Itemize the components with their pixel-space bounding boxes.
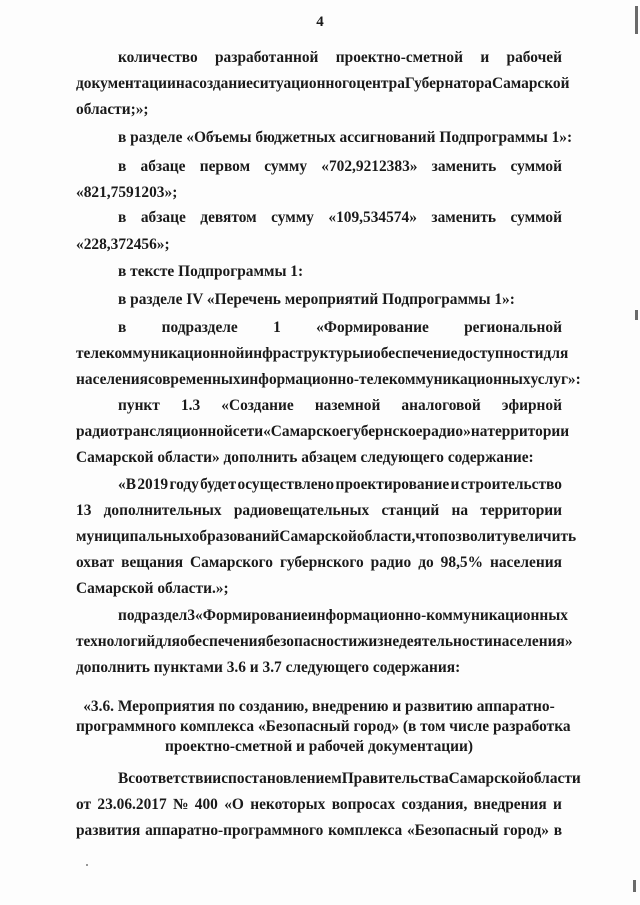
text-word: территории xyxy=(487,423,570,440)
text-word: губернского xyxy=(279,554,364,571)
text-line xyxy=(76,501,562,521)
text-word: первом xyxy=(199,158,251,175)
text-word: технологий xyxy=(76,633,156,650)
text-word: 23.06.2017 xyxy=(97,796,167,813)
text-word: обеспечения xyxy=(179,633,266,650)
text-word: позволит xyxy=(439,528,503,545)
text-line xyxy=(76,527,577,547)
text-word: абзаце xyxy=(140,158,186,175)
text-word: пункт xyxy=(118,397,160,414)
text-content: области;»; xyxy=(76,101,149,118)
text-word: заменить xyxy=(431,158,497,175)
text-word: 3 xyxy=(187,607,196,624)
text-word: дополнительных xyxy=(103,502,222,519)
text-line xyxy=(76,737,562,757)
text-line xyxy=(76,128,573,148)
text-line xyxy=(76,475,562,495)
text-word: до xyxy=(418,554,434,571)
text-word: услуг»: xyxy=(530,371,581,388)
text-word: и xyxy=(553,796,562,813)
text-word: с xyxy=(221,770,229,787)
text-line xyxy=(76,821,562,841)
text-word: населения» xyxy=(492,633,573,650)
text-word: доступности xyxy=(457,345,544,362)
text-word: и xyxy=(480,49,490,66)
text-word: центра xyxy=(356,75,405,92)
text-line xyxy=(76,448,562,468)
text-word: современных xyxy=(147,371,241,388)
text-word: «702,9212383» xyxy=(321,158,418,175)
scan-dot xyxy=(86,864,88,866)
text-content: «3.6. Мероприятия по созданию, внедрению и развитию аппаратно- xyxy=(83,698,555,715)
text-word: и xyxy=(450,476,460,493)
text-content: Самарской области.»; xyxy=(76,580,229,597)
text-word: населения xyxy=(76,371,148,388)
text-line xyxy=(76,183,562,203)
text-word: на xyxy=(451,502,469,519)
text-word: радиовещательных xyxy=(233,502,370,519)
text-content: дополнить пунктами 3.6 и 3.7 следующего содержания: xyxy=(76,659,461,676)
text-word: на xyxy=(175,75,193,92)
text-line xyxy=(76,422,570,442)
text-content: в тексте Подпрограммы 1: xyxy=(118,263,304,280)
text-word: безопасности xyxy=(265,633,358,650)
text-line xyxy=(76,606,568,626)
text-content: программного комплекса «Безопасный город» (в том числе разработка xyxy=(76,718,571,735)
text-word: «О xyxy=(224,796,244,813)
text-line xyxy=(76,658,562,678)
text-word: количество xyxy=(118,49,198,66)
text-line xyxy=(76,157,562,177)
text-word: аналоговой xyxy=(401,397,481,414)
text-word: «Формирование xyxy=(195,607,308,624)
text-word: населения xyxy=(489,554,562,571)
text-word: «В xyxy=(118,476,136,493)
text-word: 98,5% xyxy=(440,554,483,571)
text-content: в разделе IV «Перечень мероприятий Подпрограммы 1»: xyxy=(118,291,515,308)
text-word: строительство xyxy=(460,476,562,493)
text-word: в xyxy=(118,319,127,336)
text-line xyxy=(76,100,562,120)
text-word: суммой xyxy=(510,158,562,175)
text-line xyxy=(76,795,562,815)
text-word: создания, xyxy=(401,796,468,813)
text-content: в разделе «Объемы бюджетных ассигнований Подпрограммы 1»: xyxy=(118,129,573,146)
text-content: «821,7591203»; xyxy=(76,184,178,201)
text-word: радио» xyxy=(422,423,471,440)
text-word: документации xyxy=(76,75,176,92)
text-content: Самарской области» дополнить абзацем следующего содержание: xyxy=(76,449,534,466)
text-word: образований xyxy=(191,528,280,545)
text-word: информационно-телекоммуникационных xyxy=(240,371,531,388)
scan-edge-mark xyxy=(633,880,636,892)
text-word: суммой xyxy=(510,209,562,226)
text-word: подраздел xyxy=(118,607,188,624)
text-word: радио xyxy=(370,554,412,571)
text-word: области, xyxy=(356,528,416,545)
text-word: сети xyxy=(232,423,264,440)
text-word: Самарской xyxy=(448,770,527,787)
text-word: 400 xyxy=(194,796,218,813)
text-word: Самарской xyxy=(279,528,357,545)
text-word: соответствии xyxy=(128,770,222,787)
text-word: информационно-коммуникационных xyxy=(307,607,568,624)
text-word: аппаратно-программного xyxy=(145,822,324,839)
text-word: региональной xyxy=(464,319,562,336)
text-word: от xyxy=(76,796,92,813)
text-word: будет xyxy=(200,476,237,493)
text-word: наземной xyxy=(314,397,381,414)
text-word: подразделе xyxy=(161,319,238,336)
text-content: «228,372456»; xyxy=(76,236,170,253)
text-word: инфраструктуры xyxy=(244,345,365,362)
text-word: некоторых xyxy=(250,796,326,813)
text-word: постановлением xyxy=(228,770,342,787)
text-word: Правительства xyxy=(341,770,449,787)
text-word: радиотрансляционной xyxy=(76,423,233,440)
text-word: проектно-сметной xyxy=(335,49,463,66)
text-word: что xyxy=(415,528,440,545)
page-number: 4 xyxy=(316,14,324,30)
text-word: области xyxy=(526,770,581,787)
text-word: Губернатора xyxy=(404,75,492,92)
text-content: проектно-сметной и рабочей документации) xyxy=(164,738,473,755)
text-word: «Создание xyxy=(221,397,294,414)
text-line xyxy=(76,697,562,717)
text-line xyxy=(76,48,562,68)
text-word: абзаце xyxy=(140,209,186,226)
text-word: В xyxy=(118,770,129,787)
text-line xyxy=(76,74,570,94)
text-word: телекоммуникационной xyxy=(76,345,245,362)
text-word: 2019 xyxy=(137,476,169,493)
text-word: в xyxy=(118,158,127,175)
text-word: «Самарское xyxy=(263,423,347,440)
scan-edge-mark xyxy=(635,310,638,320)
text-word: 13 xyxy=(76,502,92,519)
text-word: 1 xyxy=(273,319,281,336)
text-word: Самарской xyxy=(491,75,570,92)
text-word: «Формирование xyxy=(316,319,429,336)
text-word: «109,534574» xyxy=(328,209,417,226)
text-line xyxy=(76,396,562,416)
text-line xyxy=(76,553,562,573)
text-word: проектирование xyxy=(335,476,450,493)
text-word: сумму xyxy=(271,209,314,226)
text-line xyxy=(76,290,562,310)
text-line xyxy=(76,370,581,390)
text-line xyxy=(76,318,562,338)
text-word: ситуационного xyxy=(252,75,357,92)
text-word: 1.3 xyxy=(180,397,201,414)
text-word: внедрения xyxy=(473,796,547,813)
text-word: эфирной xyxy=(501,397,562,414)
text-line xyxy=(76,632,573,652)
text-word: вещания xyxy=(121,554,184,571)
text-line xyxy=(76,262,562,282)
text-word: вопросах xyxy=(331,796,396,813)
text-word: году xyxy=(169,476,199,493)
text-word: охват xyxy=(76,554,115,571)
text-word: увеличить xyxy=(502,528,577,545)
text-line xyxy=(76,579,562,599)
text-word: Самарского xyxy=(190,554,273,571)
text-word: осуществлено xyxy=(237,476,335,493)
text-word: развития xyxy=(76,822,141,839)
text-line xyxy=(76,769,581,789)
text-line xyxy=(76,717,571,737)
text-line xyxy=(76,235,562,255)
text-word: девятом xyxy=(200,209,257,226)
text-word: в xyxy=(118,209,127,226)
text-word: «Безопасный xyxy=(406,822,499,839)
text-word: сумму xyxy=(264,158,308,175)
text-word: рабочей xyxy=(506,49,562,66)
text-word: губернское xyxy=(346,423,423,440)
text-word: в xyxy=(553,822,562,839)
text-word: для xyxy=(155,633,180,650)
text-word: разработанной xyxy=(215,49,319,66)
text-word: станций xyxy=(381,502,440,519)
text-line xyxy=(76,344,569,364)
scan-edge-mark xyxy=(635,6,638,34)
text-word: № xyxy=(172,796,189,813)
text-word: и xyxy=(364,345,374,362)
text-word: территории xyxy=(480,502,562,519)
text-word: муниципальных xyxy=(76,528,192,545)
text-word: обеспечение xyxy=(373,345,458,362)
text-word: комплекса xyxy=(328,822,403,839)
text-word: на xyxy=(470,423,488,440)
text-word: город» xyxy=(503,822,549,839)
text-word: жизнедеятельности xyxy=(357,633,493,650)
text-word: заменить xyxy=(431,209,497,226)
text-word: для xyxy=(543,345,569,362)
text-word: создание xyxy=(192,75,253,92)
text-line xyxy=(76,208,562,228)
